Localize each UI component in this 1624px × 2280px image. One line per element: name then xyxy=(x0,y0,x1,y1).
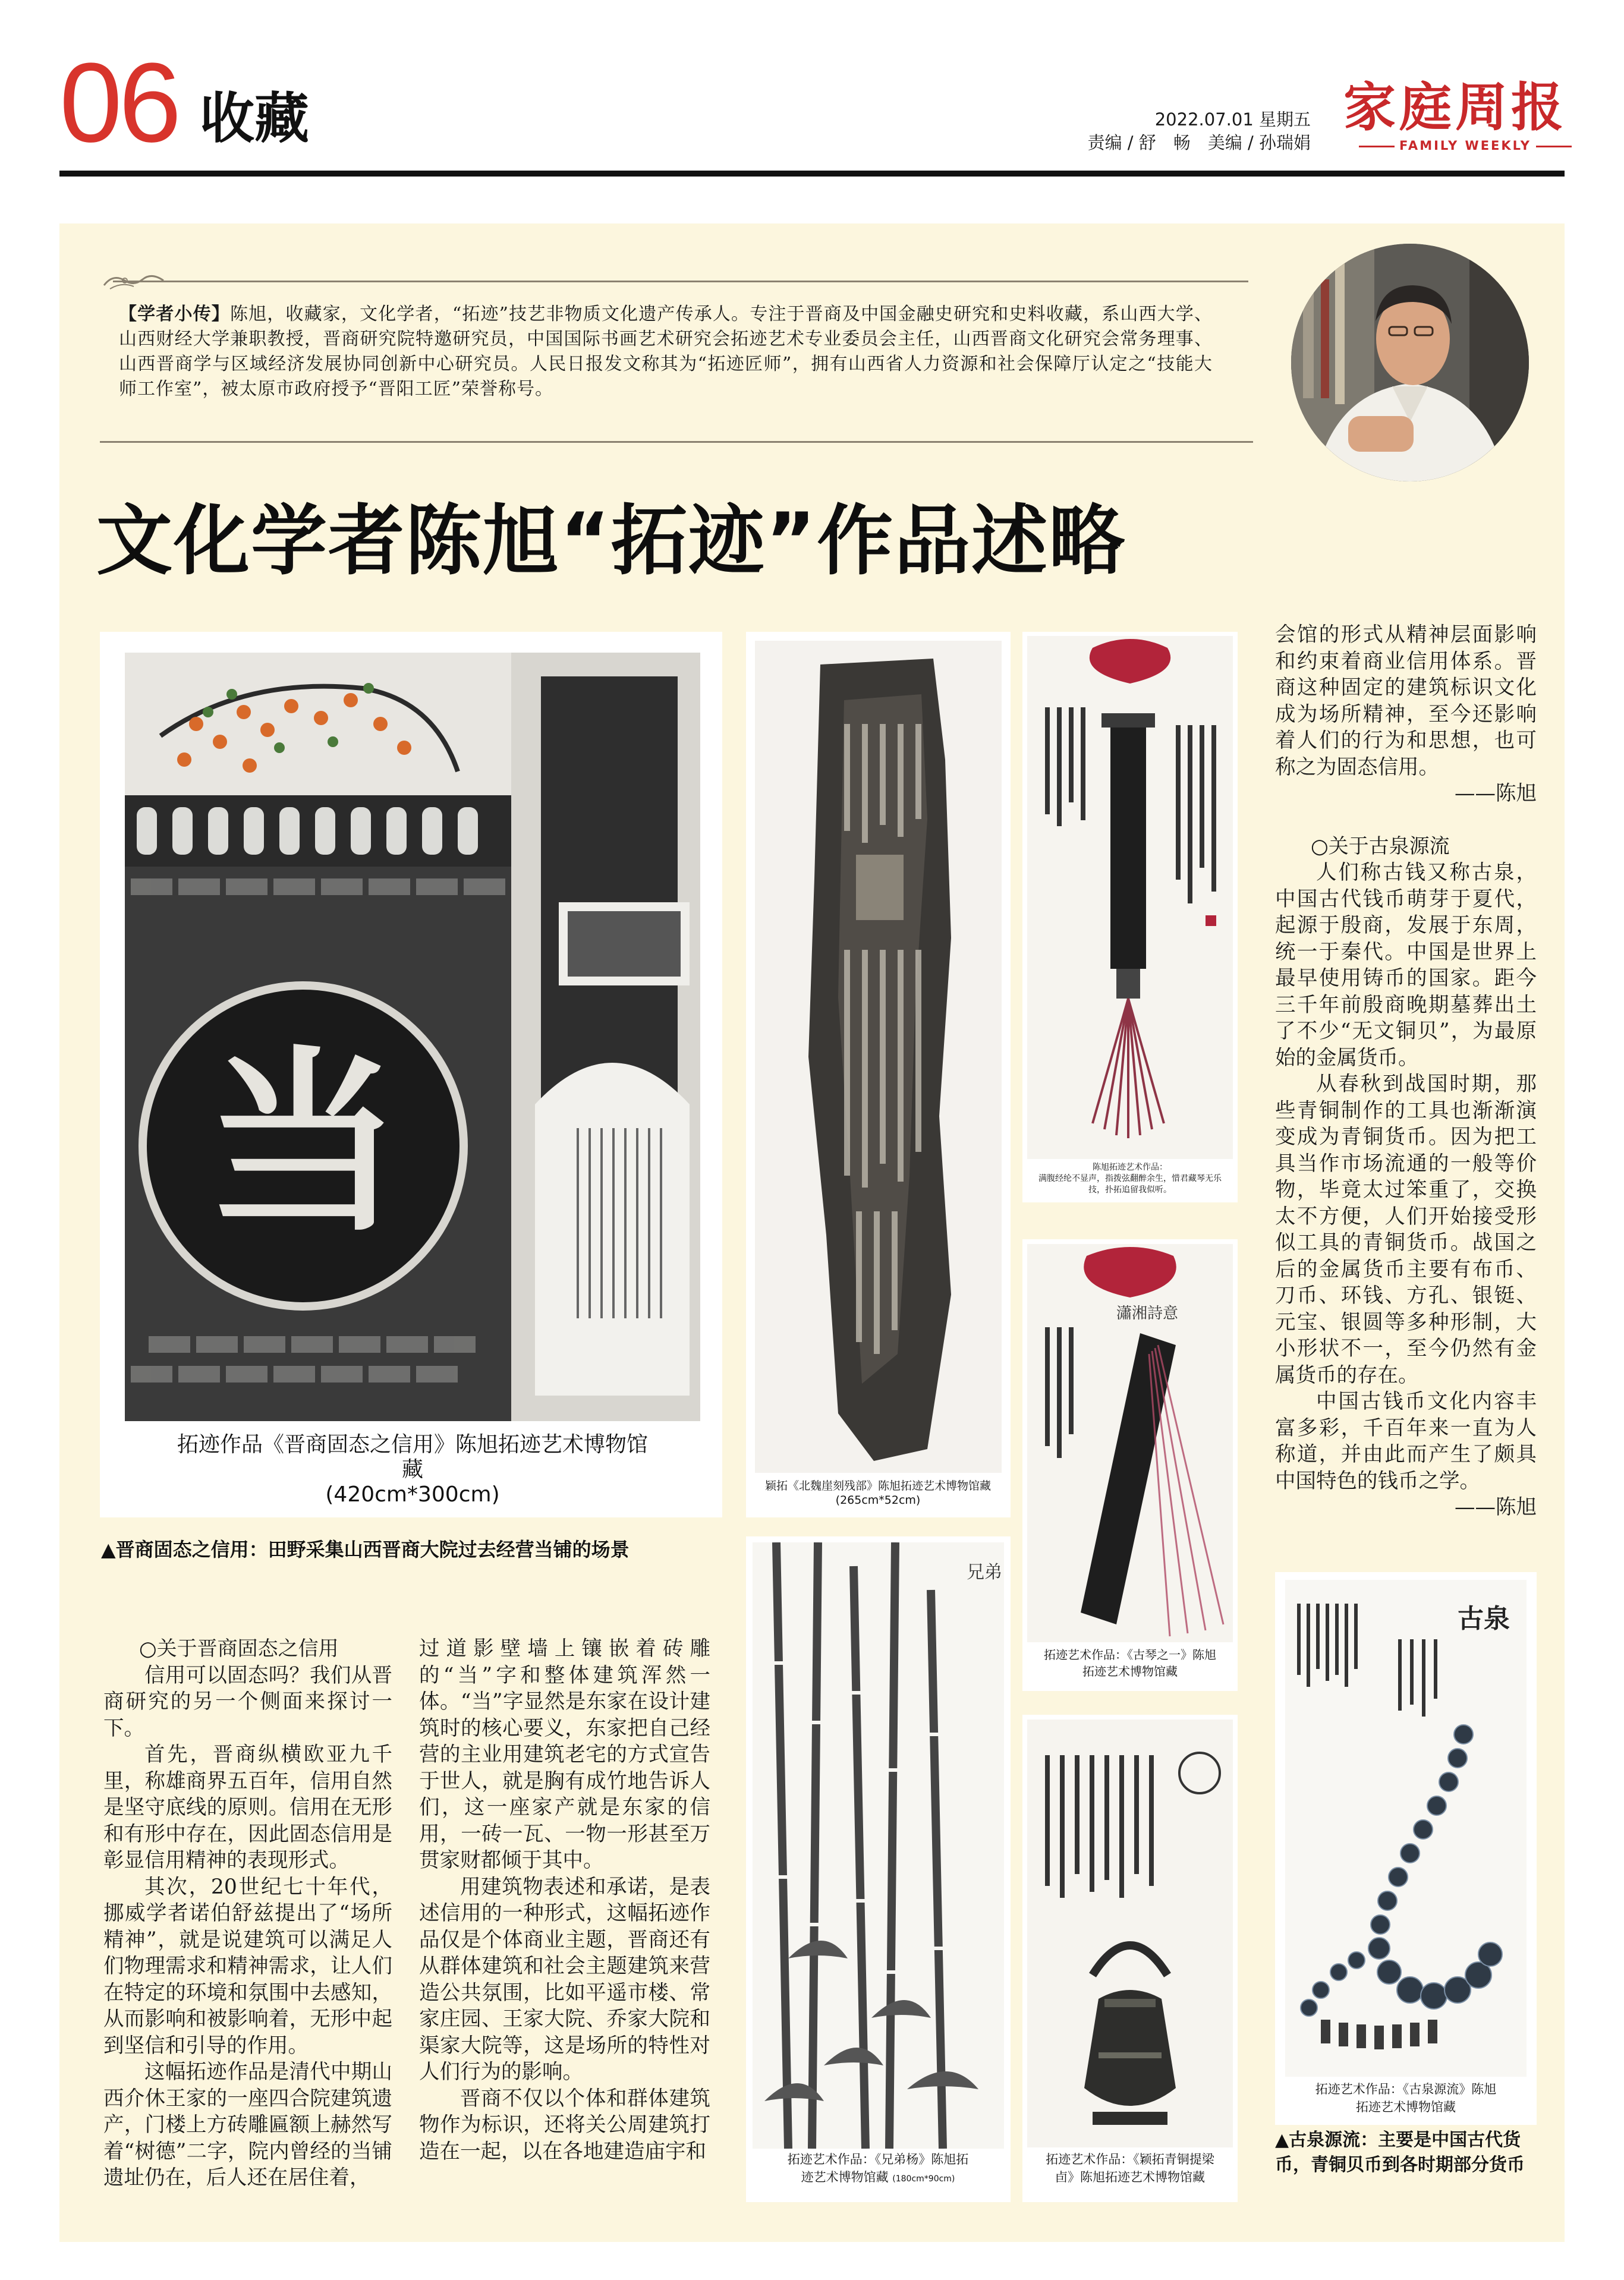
page-number: 06 xyxy=(59,40,178,166)
col2-paragraph: 用建筑物表述和承诺，是表述信用的一种形式，这幅拓迹作品仅是个体商业主题，晋商还有从群体建筑和社会主题建筑来营造公共氛围，比如平遥市楼、常家庄园、王家大院、乔家大院和渠家大院等，这是场所的特性对人们行为的影响。 xyxy=(419,1875,710,2084)
bamboo-caption-line2-wrap xyxy=(750,2168,1006,2188)
scholar-bio xyxy=(119,302,1213,402)
guqin2-image xyxy=(1027,1244,1233,1642)
main-artwork-image xyxy=(125,653,700,1421)
article-column-1 xyxy=(103,1636,392,2191)
col1-paragraph: 其次，20世纪七十年代，挪威学者诺伯舒兹提出了“场所精神”，就是说建筑可以满足人们物理需求和精神需求，让人们在特定的环境和氛围中去感知，从而影响和被影响着，无形中起到坚信和引导的作用。 xyxy=(103,1875,392,2058)
svg-text:古泉: 古泉 xyxy=(1458,1604,1510,1634)
coins-image xyxy=(1285,1580,1527,2077)
vessel-caption-line1: 拓迹艺术作品：《颖拓青铜提梁 xyxy=(1046,2152,1214,2166)
vessel-caption-line2: 卣》陈旭拓迹艺术博物馆藏 xyxy=(1055,2170,1205,2184)
guqin2-caption-line1: 拓迹艺术作品：《古琴之一》陈旭 xyxy=(1044,1648,1216,1662)
col3-paragraph: 中国古钱币文化内容丰富多彩，千百年来一直为人称道，并由此而产生了颇具中国特色的钱币之学。 xyxy=(1275,1390,1537,1493)
section-name: 收藏 xyxy=(200,87,310,150)
header-rule xyxy=(59,171,1565,177)
coins-caption-line2: 拓迹艺术博物馆藏 xyxy=(1356,2100,1456,2114)
col3-spacer xyxy=(1275,807,1537,833)
col1-subhead: ○关于晋商固态之信用 xyxy=(139,1637,339,1661)
article-column-2 xyxy=(419,1636,710,2165)
svg-text:当: 当 xyxy=(205,1027,401,1258)
rubbing-caption-line2: (265cm*52cm) xyxy=(835,1494,921,1507)
rubbing-caption xyxy=(750,1479,1006,1507)
coins-caption-line1: 拓迹艺术作品：《古泉源流》陈旭 xyxy=(1315,2082,1497,2096)
col2-paragraph: 晋商不仅以个体和群体建筑物作为标识，还将关公周建筑打造在一起，以在各地建造庙宇和 xyxy=(419,2086,710,2164)
main-artwork-caption xyxy=(125,1432,700,1507)
vessel-image xyxy=(1027,1720,1233,2147)
masthead-logo: 家庭周报 xyxy=(1343,76,1568,138)
col3-paragraph: 人们称古钱又称古泉，中国古代钱币萌芽于夏代，起源于殷商，发展于东周，统一于秦代。中国是世界上最早使用铸币的国家。距今三千年前殷商晚期墓葬出土了不少“无文铜贝”，为最原始的金属货币。 xyxy=(1275,861,1537,1070)
bio-top-rule xyxy=(113,281,1248,282)
rubbing-caption-line1: 颖拓《北魏崖刻残部》陈旭拓迹艺术博物馆藏 xyxy=(764,1479,991,1492)
col1-paragraph: 信用可以固态吗？我们从晋商研究的另一个侧面来探讨一下。 xyxy=(103,1663,392,1740)
portrait-photo xyxy=(1291,244,1529,481)
guqin1-image xyxy=(1027,636,1233,1159)
guqin1-caption-line1: 陈旭拓迹艺术作品： xyxy=(1093,1163,1167,1172)
col2-paragraph: 过道影壁墙上镶嵌着砖雕的“当”字和整体建筑浑然一体。“当”字显然是东家在设计建筑时的核心要义，东家把自己经营的主业用建筑老宅的方式宣告于世人，就是胸有成竹地告诉人们，这一座家产就是东家的信用，一砖一瓦、一物一形甚至万贯家财都倾于其中。 xyxy=(419,1637,710,1872)
main-caption-line3: (420cm*300cm) xyxy=(325,1482,500,1507)
main-caption-line2: 藏 xyxy=(401,1457,423,1482)
bamboo-caption-line1: 拓迹艺术作品：《兄弟杨》陈旭拓 xyxy=(787,2152,969,2166)
editor-credits: 责编 / 舒 畅 美编 / 孙瑞娟 xyxy=(1087,133,1311,153)
bamboo-caption xyxy=(750,2150,1006,2188)
main-artwork-subcaption: ▲晋商固态之信用：田野采集山西晋商大院过去经营当铺的场景 xyxy=(101,1538,630,1561)
bio-bottom-rule xyxy=(100,441,1253,443)
bamboo-caption-line2: 迹艺术博物馆藏 xyxy=(801,2170,889,2184)
vessel-caption xyxy=(1025,2150,1235,2186)
coins-subcaption: ▲古泉源流：主要是中国古代货币，青铜贝币到各时期部分货币 xyxy=(1275,2130,1525,2175)
col3-signature: ——陈旭 xyxy=(1455,782,1537,805)
bamboo-caption-size: (180cm*90cm) xyxy=(892,2174,955,2184)
col3-signature: ——陈旭 xyxy=(1455,1495,1537,1519)
guqin1-caption-line2: 满腹经纶不显声，指拨弦翻醉余生，惜君藏琴无乐 xyxy=(1038,1174,1222,1183)
article-headline: 文化学者陈旭“拓迹”作品述略 xyxy=(96,497,1126,585)
col3-paragraph: 从春秋到战国时期，那些青铜制作的工具也渐渐演变成为青铜货币。因为把工具当作市场流通的一般等价物，毕竟太过笨重了，交换太不方便，人们开始接受形似工具的青铜货币。战国之后的金属货币主要有布币、刀币、环钱、方孔、银铤、元宝、银圆等多种形制，大小形状不一，至今仍然有金属货币的存在。 xyxy=(1275,1072,1537,1387)
scholar-portrait xyxy=(1291,244,1529,481)
svg-text:兄弟: 兄弟 xyxy=(967,1562,1002,1583)
masthead-subtitle-text: FAMILY WEEKLY xyxy=(1399,138,1531,153)
bio-label: 【学者小传】 xyxy=(119,304,230,325)
masthead-subtitle xyxy=(1346,138,1584,153)
col1-paragraph: 首先，晋商纵横欧亚九千里，称雄商界五百年，信用自然是坚守底线的原则。信用在无形和有形中存在，因此固态信用是彰显信用精神的表现形式。 xyxy=(103,1743,392,1872)
svg-text:瀟湘詩意: 瀟湘詩意 xyxy=(1116,1305,1179,1322)
main-caption-line1: 拓迹作品《晋商固态之信用》陈旭拓迹艺术博物馆 xyxy=(177,1432,648,1457)
col3-subhead: ○关于古泉源流 xyxy=(1311,834,1450,858)
guqin2-caption xyxy=(1025,1646,1235,1680)
bamboo-image xyxy=(753,1542,1004,2149)
col3-paragraph: 会馆的形式从精神层面影响和约束着商业信用体系。晋商这种固定的建筑标识文化成为场所精神，至今还影响着人们的行为和思想，也可称之为固态信用。 xyxy=(1275,623,1537,779)
col1-paragraph: 这幅拓迹作品是清代中期山西介休王家的一座四合院建筑遗产，门楼上方砖雕匾额上赫然写着“树德”二字，院内曾经的当铺遗址仍在，后人还在居住着， xyxy=(103,2060,392,2190)
coins-caption xyxy=(1278,2080,1534,2116)
issue-date: 2022.07.01 星期五 xyxy=(1154,109,1311,130)
guqin2-caption-line2: 拓迹艺术博物馆藏 xyxy=(1082,1664,1178,1678)
bio-text: 陈旭，收藏家，文化学者，“拓迹”技艺非物质文化遗产传承人。专注于晋商及中国金融史研究和史料收藏，系山西大学、山西财经大学兼职教授，晋商研究院特邀研究员，中国国际书画艺术研究会拓迹艺术专业委员会主任，山西晋商文化研究会常务理事、山西晋商学与区域经济发展协同创新中心研究员。人民日报发文称其为“拓迹匠师”，拥有山西省人力资源和社会保障厅认定之“技能大师工作室”，被太原市政府授予“晋阳工匠”荣誉称号。 xyxy=(119,304,1213,399)
article-column-3 xyxy=(1275,622,1537,1521)
rubbing-image xyxy=(755,641,1002,1473)
guqin1-caption-line3: 技，扑拓追留我似听。 xyxy=(1088,1185,1172,1195)
guqin1-caption xyxy=(1025,1162,1235,1196)
